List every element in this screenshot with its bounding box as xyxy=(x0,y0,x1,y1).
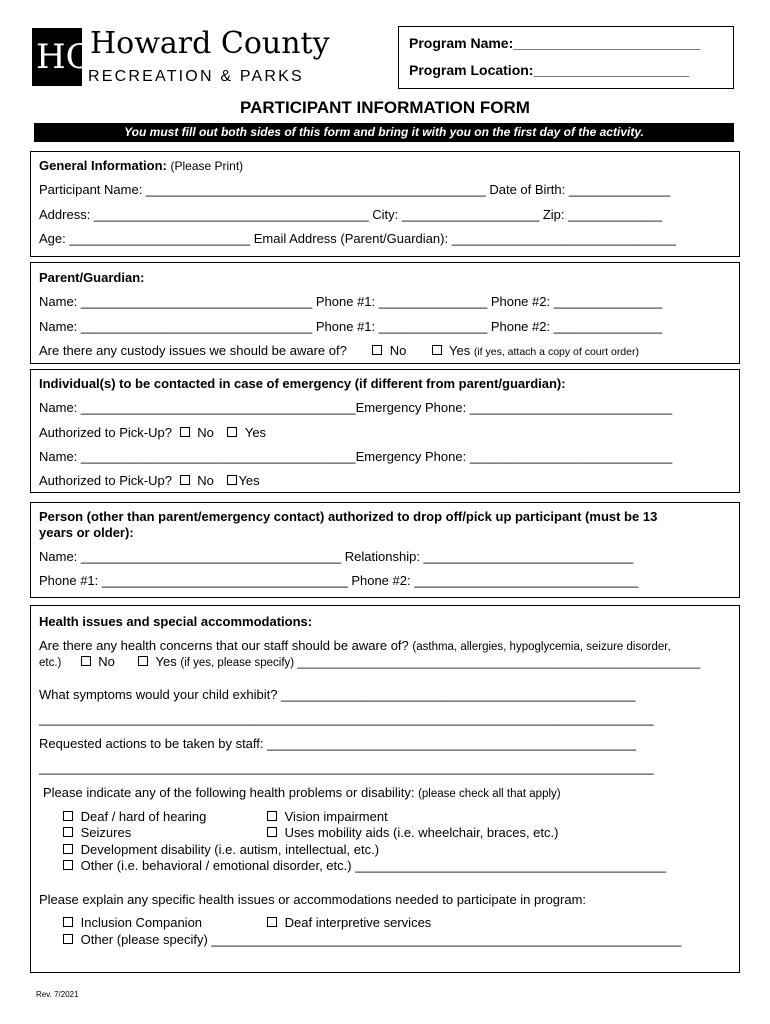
vision-option xyxy=(263,809,388,824)
program-name-field[interactable]: Program Name:________________________ xyxy=(409,35,701,51)
custody-no-label: No xyxy=(389,343,407,358)
pickup-2-yes-checkbox[interactable] xyxy=(227,475,237,485)
parent-heading: Parent/Guardian: xyxy=(39,270,145,285)
deaf-interp-option xyxy=(263,915,431,930)
other-specify-option xyxy=(59,932,681,947)
other-behavioral-checkbox[interactable] xyxy=(63,860,73,870)
seizures-checkbox[interactable] xyxy=(63,827,73,837)
indicate-label: Please indicate any of the following health problems or disability: xyxy=(43,785,415,800)
age-email-field[interactable]: Age: _________________________ Email Address (Parent/Guardian): _______________________________ xyxy=(39,231,676,246)
symptoms-field[interactable]: What symptoms would your child exhibit? _________________________________________________ xyxy=(39,687,636,702)
mobility-option xyxy=(263,825,558,840)
inclusion-option xyxy=(59,915,202,930)
inclusion-checkbox[interactable] xyxy=(63,917,73,927)
emergency-heading: Individual(s) to be contacted in case of emergency (if different from parent/guardian): xyxy=(39,376,566,391)
general-heading-note: (Please Print) xyxy=(170,159,244,173)
general-heading xyxy=(39,158,243,173)
program-location-field[interactable]: Program Location:____________________ xyxy=(409,62,690,78)
health-section xyxy=(30,605,740,973)
health-no-label: No xyxy=(98,654,115,669)
explain-question: Please explain any specific health issues or accommodations needed to participate in program: xyxy=(39,892,587,907)
org-subtitle: RECREATION & PARKS xyxy=(88,68,304,85)
emergency-name-1-field[interactable]: Name: ______________________________________Emergency Phone: ____________________________ xyxy=(39,400,673,415)
vision-checkbox[interactable] xyxy=(267,811,277,821)
other-behavioral-field[interactable]: Other (i.e. behavioral / emotional disorder, etc.) ___________________________________________ xyxy=(80,858,667,873)
parent-name-2-field[interactable]: Name: ________________________________ Phone #1: _______________ Phone #2: _______________ xyxy=(39,319,663,334)
custody-question xyxy=(39,343,639,358)
health-concerns-answer xyxy=(39,654,700,669)
address-field[interactable]: Address: ______________________________________ City: ___________________ Zip: _____________ xyxy=(39,207,663,222)
health-no-checkbox[interactable] xyxy=(81,656,91,666)
pickup-1-yes-label: Yes xyxy=(244,425,267,440)
deaf-checkbox[interactable] xyxy=(63,811,73,821)
other-specify-field[interactable]: Other (please specify) _________________________________________________________________ xyxy=(80,932,682,947)
health-etc: etc.) xyxy=(39,657,62,669)
pickup-1-no-label: No xyxy=(197,425,214,440)
deaf-option xyxy=(59,809,206,824)
health-concerns-label: Are there any health concerns that our staff should be aware of? xyxy=(39,638,409,653)
custody-yes-note: (if yes, attach a copy of court order) xyxy=(473,346,639,358)
seizures-option xyxy=(59,825,131,840)
inclusion-label: Inclusion Companion xyxy=(80,915,203,930)
health-heading: Health issues and special accommodations: xyxy=(39,614,313,629)
org-name: Howard County xyxy=(90,26,330,61)
custody-yes-label: Yes xyxy=(448,343,471,358)
pickup-2-no-checkbox[interactable] xyxy=(180,475,190,485)
mobility-checkbox[interactable] xyxy=(267,827,277,837)
pickup-2-no-label: No xyxy=(197,473,214,488)
instruction-banner: You must fill out both sides of this form and bring it with you on the first day of the activity. xyxy=(34,123,734,142)
pickup-1-yes-checkbox[interactable] xyxy=(227,427,237,437)
other-specify-checkbox[interactable] xyxy=(63,934,73,944)
general-heading-label: General Information: xyxy=(39,158,167,173)
deaf-interp-checkbox[interactable] xyxy=(267,917,277,927)
form-title: PARTICIPANT INFORMATION FORM xyxy=(240,98,530,117)
health-yes-checkbox[interactable] xyxy=(138,656,148,666)
health-concerns-examples: (asthma, allergies, hypoglycemia, seizure disorder, xyxy=(412,641,671,653)
indicate-question xyxy=(43,785,561,800)
pickup-1-label: Authorized to Pick-Up? xyxy=(39,425,172,440)
health-concerns-question xyxy=(39,638,671,653)
dropoff-phone-field[interactable]: Phone #1: __________________________________ Phone #2: _______________________________ xyxy=(39,573,639,588)
health-yes-specify-field[interactable]: (if yes, please specify) _______________________________________________________________ xyxy=(180,657,701,669)
custody-label: Are there any custody issues we should be aware of? xyxy=(39,343,347,358)
custody-no-checkbox[interactable] xyxy=(372,345,382,355)
health-yes-label: Yes xyxy=(155,654,177,669)
participant-name-field[interactable]: Participant Name: _______________________________________________ Date of Birth: ______________ xyxy=(39,182,671,197)
dropoff-heading-1: Person (other than parent/emergency contact) authorized to drop off/pick up participant (must be 13 xyxy=(39,509,658,524)
pickup-1-row xyxy=(39,425,266,440)
custody-yes-checkbox[interactable] xyxy=(432,345,442,355)
revision-note: Rev. 7/2021 xyxy=(36,990,79,999)
parent-guardian-section xyxy=(30,262,740,364)
seizures-label: Seizures xyxy=(80,825,132,840)
dropoff-heading-2: years or older): xyxy=(39,525,134,540)
deaf-label: Deaf / hard of hearing xyxy=(80,809,207,824)
development-label: Development disability (i.e. autism, intellectual, etc.) xyxy=(80,842,380,857)
general-info-section xyxy=(30,151,740,257)
development-option xyxy=(59,842,379,857)
program-box xyxy=(398,26,734,89)
dropoff-name-field[interactable]: Name: ____________________________________ Relationship: _____________________________ xyxy=(39,549,634,564)
logo-initials: HC xyxy=(36,37,92,77)
pickup-2-yes-label: Yes xyxy=(238,473,260,488)
actions-blank-line[interactable]: _____________________________________________________________________________________ xyxy=(39,760,654,775)
other-behavioral-option xyxy=(59,858,666,873)
emergency-section xyxy=(30,369,740,493)
pickup-2-row xyxy=(39,473,260,488)
actions-field[interactable]: Requested actions to be taken by staff: ___________________________________________________ xyxy=(39,736,636,751)
pickup-2-label: Authorized to Pick-Up? xyxy=(39,473,172,488)
mobility-label: Uses mobility aids (i.e. wheelchair, braces, etc.) xyxy=(284,825,559,840)
parent-name-1-field[interactable]: Name: ________________________________ Phone #1: _______________ Phone #2: _______________ xyxy=(39,294,663,309)
development-checkbox[interactable] xyxy=(63,844,73,854)
emergency-name-2-field[interactable]: Name: ______________________________________Emergency Phone: ____________________________ xyxy=(39,449,673,464)
pickup-1-no-checkbox[interactable] xyxy=(180,427,190,437)
symptoms-blank-line[interactable]: _____________________________________________________________________________________ xyxy=(39,711,654,726)
vision-label: Vision impairment xyxy=(284,809,388,824)
logo-mark xyxy=(32,28,92,86)
dropoff-section xyxy=(30,502,740,598)
indicate-note: (please check all that apply) xyxy=(418,788,561,800)
deaf-interp-label: Deaf interpretive services xyxy=(284,915,432,930)
